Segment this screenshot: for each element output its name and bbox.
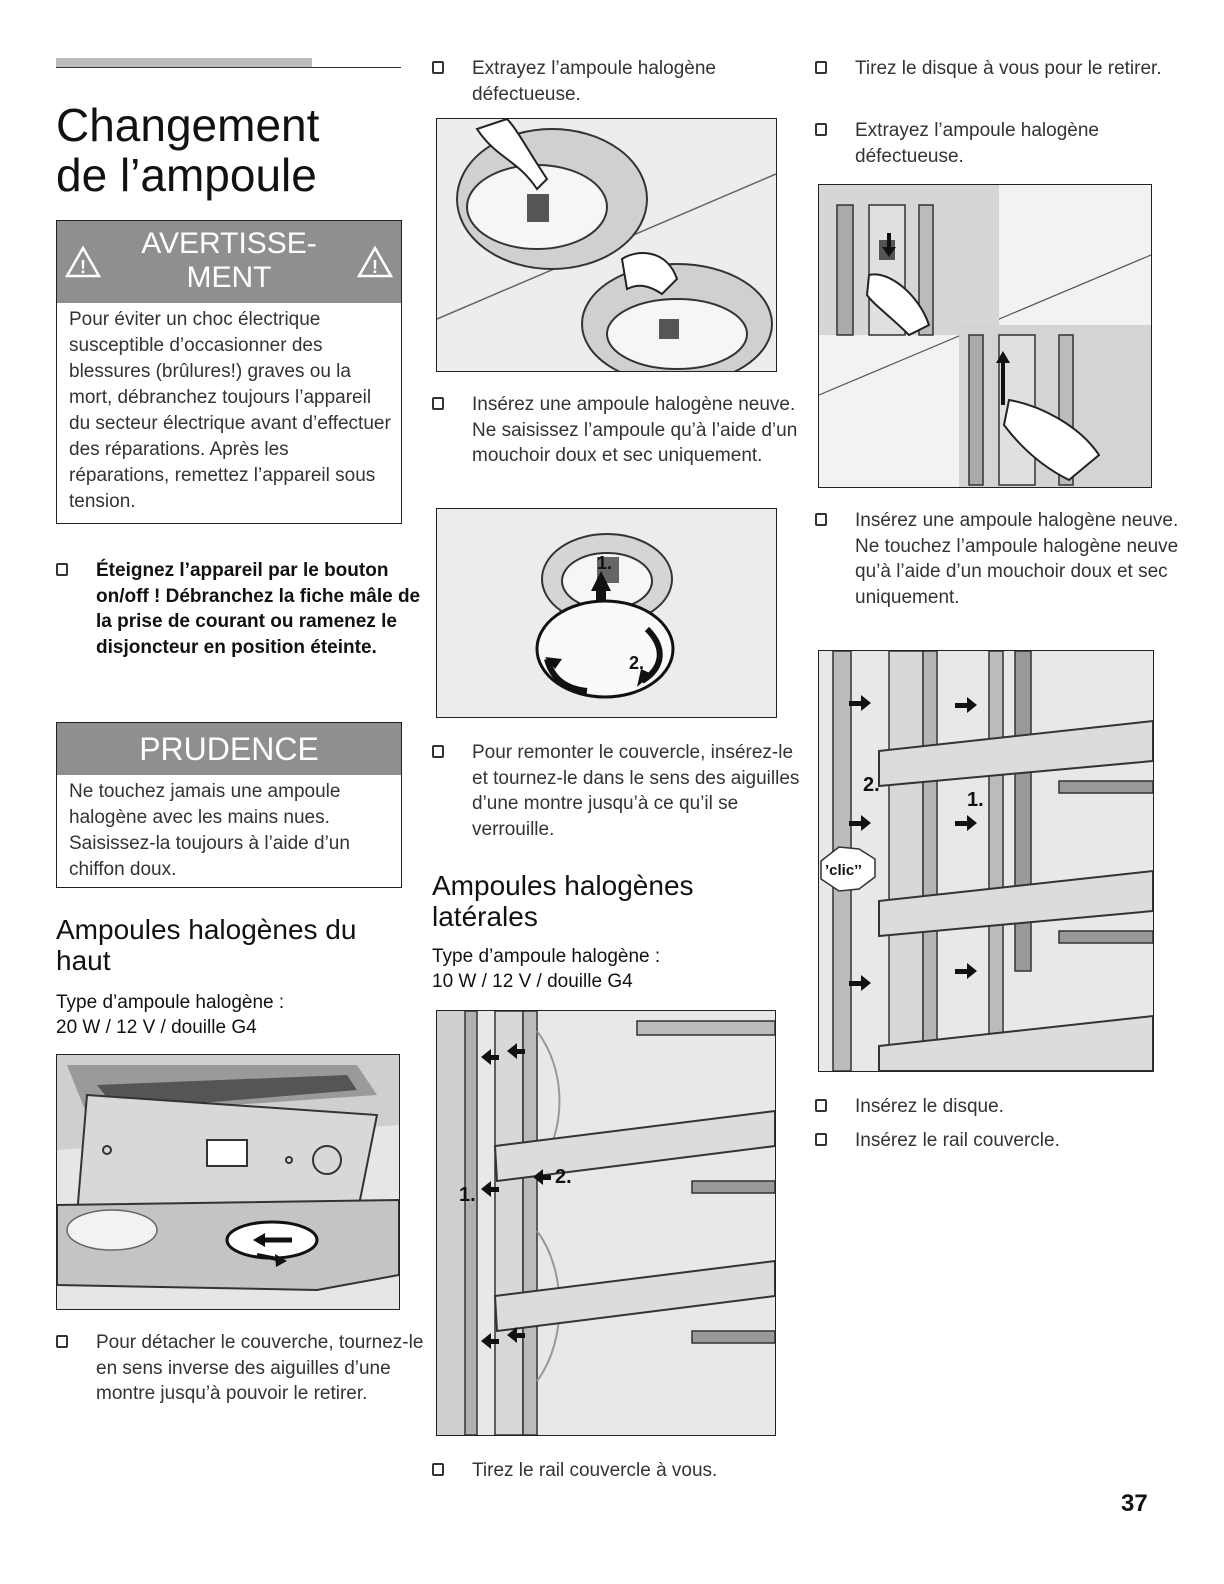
side-lamps-spec	[432, 944, 762, 994]
side-lamps-heading: Ampoules halogènes latérales	[432, 870, 694, 932]
figure-refit-cover	[436, 508, 777, 718]
side-spec-label: Type d’ampoule halogène :	[432, 946, 661, 967]
warning-heading-line-1: AVERTISSE-	[141, 227, 317, 260]
title-line-2: de l’ampoule	[56, 149, 317, 201]
step-power-off-text: Éteignez l’appareil par le bouton on/off ! Débranchez la fiche mâle de la prise de courant ou ramenez le disjoncteur en position éteinte.	[96, 560, 421, 658]
checkbox-icon	[432, 1463, 444, 1476]
page-title	[56, 100, 319, 200]
col3-step-insert-rail-text: Insérez le rail couvercle.	[855, 1130, 1060, 1151]
col2-step-refit-text: Pour remonter le couvercle, insérez-le et tournez-le dans le sens des aiguilles d’une montre jusqu’à ce qu’il se verrouille.	[472, 742, 800, 840]
fig-label-step-1: 1.	[967, 789, 984, 811]
title-line-1: Changement	[56, 99, 320, 151]
figure-side-extract-bulb	[818, 184, 1152, 488]
warning-triangle-icon-left	[65, 246, 101, 278]
svg-text:!: !	[80, 257, 86, 277]
checkbox-icon	[432, 397, 444, 410]
step-detach-cover	[56, 1330, 426, 1407]
checkbox-icon	[56, 563, 68, 576]
checkbox-icon	[815, 1133, 827, 1146]
col3-step-pull-disc-text: Tirez le disque à vous pour le retirer.	[855, 58, 1162, 79]
col2-step-pull-rail	[432, 1458, 812, 1484]
col2-step-pull-rail-text: Tirez le rail couvercle à vous.	[472, 1460, 718, 1481]
caution-text: Ne touchez jamais une ampoule halogène avec les mains nues. Saisissez-la toujours à l’aide d’un chiffon doux.	[69, 781, 350, 880]
checkbox-icon	[815, 61, 827, 74]
fig-label-step-1: 1.	[597, 553, 613, 573]
fig-label-step-2: 2.	[863, 774, 880, 796]
fig-label-step-1: 1.	[459, 1184, 476, 1206]
col3-step-insert-rail	[815, 1128, 1175, 1154]
top-lamps-heading: Ampoules halogènes du haut	[56, 914, 357, 976]
col3-step-extract-text: Extrayez l’ampoule halogène défectueuse.	[855, 120, 1099, 167]
col2-step-refit	[432, 740, 812, 842]
warning-text: Pour éviter un choc électrique susceptible d’occasionner des blessures (brûlures!) graves ou la mort, débranchez toujours l’appareil du secteur électrique avant d’effectuer des réparations. Après les réparations, remettez l’appareil sous tension.	[69, 309, 391, 512]
col2-step-extract-text: Extrayez l’ampoule halogène défectueuse.	[472, 58, 716, 105]
header-rule	[56, 58, 401, 68]
col3-step-extract	[815, 118, 1175, 169]
col3-step-insert-text: Insérez une ampoule halogène neuve. Ne touchez l’ampoule halogène neuve qu’à l’aide d’un mouchoir doux et sec uniquement.	[855, 510, 1179, 608]
col2-step-insert-text: Insérez une ampoule halogène neuve. Ne saisissez l’ampoule qu’à l’aide d’un mouchoir doux et sec uniquement.	[472, 394, 798, 466]
col3-step-insert	[815, 508, 1195, 610]
step-detach-cover-text: Pour détacher le couverche, tournez-le en sens inverse des aiguilles d’une montre jusqu’à pouvoir le retirer.	[96, 1332, 424, 1404]
top-spec-value: 20 W / 12 V / douille G4	[56, 1017, 257, 1038]
warning-box	[56, 220, 402, 524]
top-spec-label: Type d’ampoule halogène :	[56, 992, 285, 1013]
step-power-off	[56, 558, 426, 660]
figure-extract-bulb	[436, 118, 777, 372]
svg-text:!: !	[372, 257, 378, 277]
figure-top-lamp-cover	[56, 1054, 400, 1310]
checkbox-icon	[815, 1099, 827, 1112]
warning-triangle-icon-right	[357, 246, 393, 278]
fig-label-step-2: 2.	[629, 653, 645, 673]
checkbox-icon	[815, 123, 827, 136]
col2-step-extract	[432, 56, 802, 107]
checkbox-icon	[432, 61, 444, 74]
caution-heading: PRUDENCE	[57, 723, 401, 775]
fig-label-clic: ’clic’’	[825, 862, 862, 879]
col3-step-pull-disc	[815, 56, 1175, 82]
col2-step-insert	[432, 392, 812, 469]
warning-heading-line-2: MENT	[186, 261, 272, 294]
checkbox-icon	[432, 745, 444, 758]
col3-step-insert-disc-text: Insérez le disque.	[855, 1096, 1004, 1117]
page-number: 37	[1121, 1490, 1148, 1517]
fig-label-step-2: 2.	[555, 1166, 572, 1188]
figure-refit-rail	[818, 650, 1154, 1072]
col3-step-insert-disc	[815, 1094, 1175, 1120]
side-spec-value: 10 W / 12 V / douille G4	[432, 971, 633, 992]
checkbox-icon	[815, 513, 827, 526]
top-lamps-spec	[56, 990, 386, 1040]
caution-box	[56, 722, 402, 888]
checkbox-icon	[56, 1335, 68, 1348]
figure-pull-rail	[436, 1010, 776, 1436]
warning-heading	[57, 221, 401, 303]
